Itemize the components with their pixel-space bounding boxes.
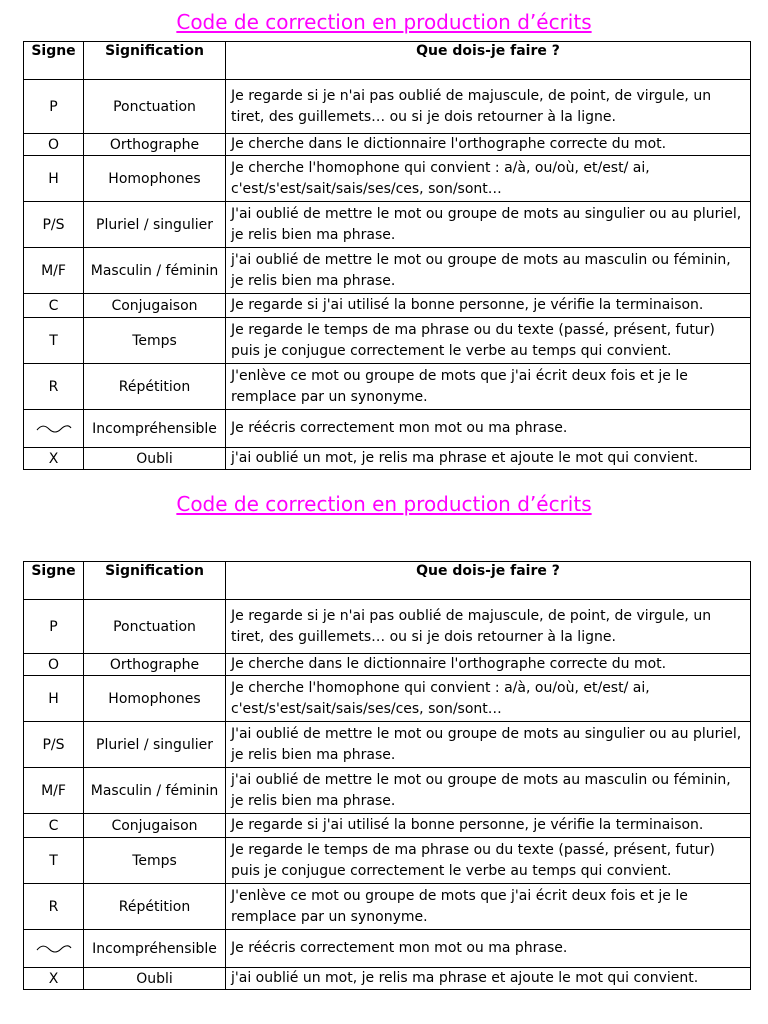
table-row <box>24 722 751 768</box>
sign-cell: X <box>24 448 84 470</box>
column-header-sign: Signe <box>24 562 84 600</box>
sign-cell: R <box>24 884 84 930</box>
todo-cell: J'enlève ce mot ou groupe de mots que j'ai écrit deux fois et je le remplace par un synonyme. <box>226 884 751 930</box>
todo-cell: J'enlève ce mot ou groupe de mots que j'ai écrit deux fois et je le remplace par un synonyme. <box>226 364 751 410</box>
todo-cell: j'ai oublié de mettre le mot ou groupe de mots au masculin ou féminin, je relis bien ma phrase. <box>226 248 751 294</box>
meaning-cell: Temps <box>84 318 226 364</box>
todo-cell: j'ai oublié de mettre le mot ou groupe de mots au masculin ou féminin, je relis bien ma phrase. <box>226 768 751 814</box>
sign-cell: C <box>24 294 84 318</box>
page-title: Code de correction en production d’écrits <box>176 10 592 34</box>
meaning-cell: Incompréhensible <box>84 930 226 968</box>
meaning-cell: Homophones <box>84 156 226 202</box>
sign-cell <box>24 930 84 968</box>
todo-cell: Je réécris correctement mon mot ou ma phrase. <box>226 930 751 968</box>
todo-cell: Je regarde le temps de ma phrase ou du texte (passé, présent, futur) puis je conjugue correctement le verbe au temps qui convient. <box>226 838 751 884</box>
table-row <box>24 930 751 968</box>
table-row <box>24 248 751 294</box>
sign-cell: M/F <box>24 248 84 294</box>
column-header-sign: Signe <box>24 42 84 80</box>
table-row <box>24 134 751 156</box>
todo-cell: Je regarde si j'ai utilisé la bonne personne, je vérifie la terminaison. <box>226 294 751 318</box>
meaning-cell: Pluriel / singulier <box>84 722 226 768</box>
sign-cell: P/S <box>24 722 84 768</box>
meaning-cell: Oubli <box>84 968 226 990</box>
table-row <box>24 968 751 990</box>
wavy-line-icon <box>35 944 73 954</box>
todo-cell: J'ai oublié de mettre le mot ou groupe de mots au singulier ou au pluriel, je relis bien ma phrase. <box>226 202 751 248</box>
meaning-cell: Conjugaison <box>84 294 226 318</box>
page-title: Code de correction en production d’écrits <box>176 492 592 516</box>
todo-cell: Je cherche l'homophone qui convient : a/à, ou/où, et/est/ ai, c'est/s'est/sait/sais/ses/ces, son/sont… <box>226 676 751 722</box>
table-row <box>24 814 751 838</box>
column-header-meaning: Signification <box>84 42 226 80</box>
todo-cell: j'ai oublié un mot, je relis ma phrase et ajoute le mot qui convient. <box>226 448 751 470</box>
todo-cell: Je cherche l'homophone qui convient : a/à, ou/où, et/est/ ai, c'est/s'est/sait/sais/ses/ces, son/sont… <box>226 156 751 202</box>
table-row <box>24 318 751 364</box>
todo-cell: Je cherche dans le dictionnaire l'orthographe correcte du mot. <box>226 654 751 676</box>
table-row <box>24 768 751 814</box>
sign-cell: T <box>24 838 84 884</box>
meaning-cell: Orthographe <box>84 134 226 156</box>
sign-cell: P/S <box>24 202 84 248</box>
sign-cell: O <box>24 134 84 156</box>
table-row <box>24 156 751 202</box>
table-row <box>24 838 751 884</box>
meaning-cell: Orthographe <box>84 654 226 676</box>
meaning-cell: Temps <box>84 838 226 884</box>
table-row <box>24 410 751 448</box>
sign-cell: P <box>24 600 84 654</box>
table-row <box>24 448 751 470</box>
table-row <box>24 202 751 248</box>
todo-cell: j'ai oublié un mot, je relis ma phrase et ajoute le mot qui convient. <box>226 968 751 990</box>
sign-cell: C <box>24 814 84 838</box>
todo-cell: J'ai oublié de mettre le mot ou groupe de mots au singulier ou au pluriel, je relis bien ma phrase. <box>226 722 751 768</box>
meaning-cell: Répétition <box>84 884 226 930</box>
table-header-row <box>24 42 751 80</box>
sign-cell: X <box>24 968 84 990</box>
todo-cell: Je regarde si je n'ai pas oublié de majuscule, de point, de virgule, un tiret, des guillemets… ou si je dois retourner à la ligne. <box>226 600 751 654</box>
meaning-cell: Pluriel / singulier <box>84 202 226 248</box>
sign-cell: P <box>24 80 84 134</box>
sign-cell: O <box>24 654 84 676</box>
sign-cell: R <box>24 364 84 410</box>
todo-cell: Je regarde si je n'ai pas oublié de majuscule, de point, de virgule, un tiret, des guillemets… ou si je dois retourner à la ligne. <box>226 80 751 134</box>
meaning-cell: Homophones <box>84 676 226 722</box>
table-header-row <box>24 562 751 600</box>
correction-code-table <box>23 41 751 470</box>
meaning-cell: Oubli <box>84 448 226 470</box>
meaning-cell: Masculin / féminin <box>84 768 226 814</box>
sign-cell <box>24 410 84 448</box>
column-header-todo: Que dois-je faire ? <box>226 42 751 80</box>
table-row <box>24 884 751 930</box>
todo-cell: Je regarde le temps de ma phrase ou du texte (passé, présent, futur) puis je conjugue correctement le verbe au temps qui convient. <box>226 318 751 364</box>
table-row <box>24 294 751 318</box>
meaning-cell: Masculin / féminin <box>84 248 226 294</box>
sign-cell: T <box>24 318 84 364</box>
table-row <box>24 364 751 410</box>
column-header-meaning: Signification <box>84 562 226 600</box>
meaning-cell: Ponctuation <box>84 80 226 134</box>
meaning-cell: Ponctuation <box>84 600 226 654</box>
table-row <box>24 676 751 722</box>
todo-cell: Je cherche dans le dictionnaire l'orthographe correcte du mot. <box>226 134 751 156</box>
sign-cell: M/F <box>24 768 84 814</box>
table-row <box>24 600 751 654</box>
todo-cell: Je réécris correctement mon mot ou ma phrase. <box>226 410 751 448</box>
column-header-todo: Que dois-je faire ? <box>226 562 751 600</box>
wavy-line-icon <box>35 424 73 434</box>
sign-cell: H <box>24 676 84 722</box>
meaning-cell: Incompréhensible <box>84 410 226 448</box>
correction-code-table <box>23 561 751 990</box>
sign-cell: H <box>24 156 84 202</box>
meaning-cell: Conjugaison <box>84 814 226 838</box>
meaning-cell: Répétition <box>84 364 226 410</box>
todo-cell: Je regarde si j'ai utilisé la bonne personne, je vérifie la terminaison. <box>226 814 751 838</box>
table-row <box>24 80 751 134</box>
table-row <box>24 654 751 676</box>
